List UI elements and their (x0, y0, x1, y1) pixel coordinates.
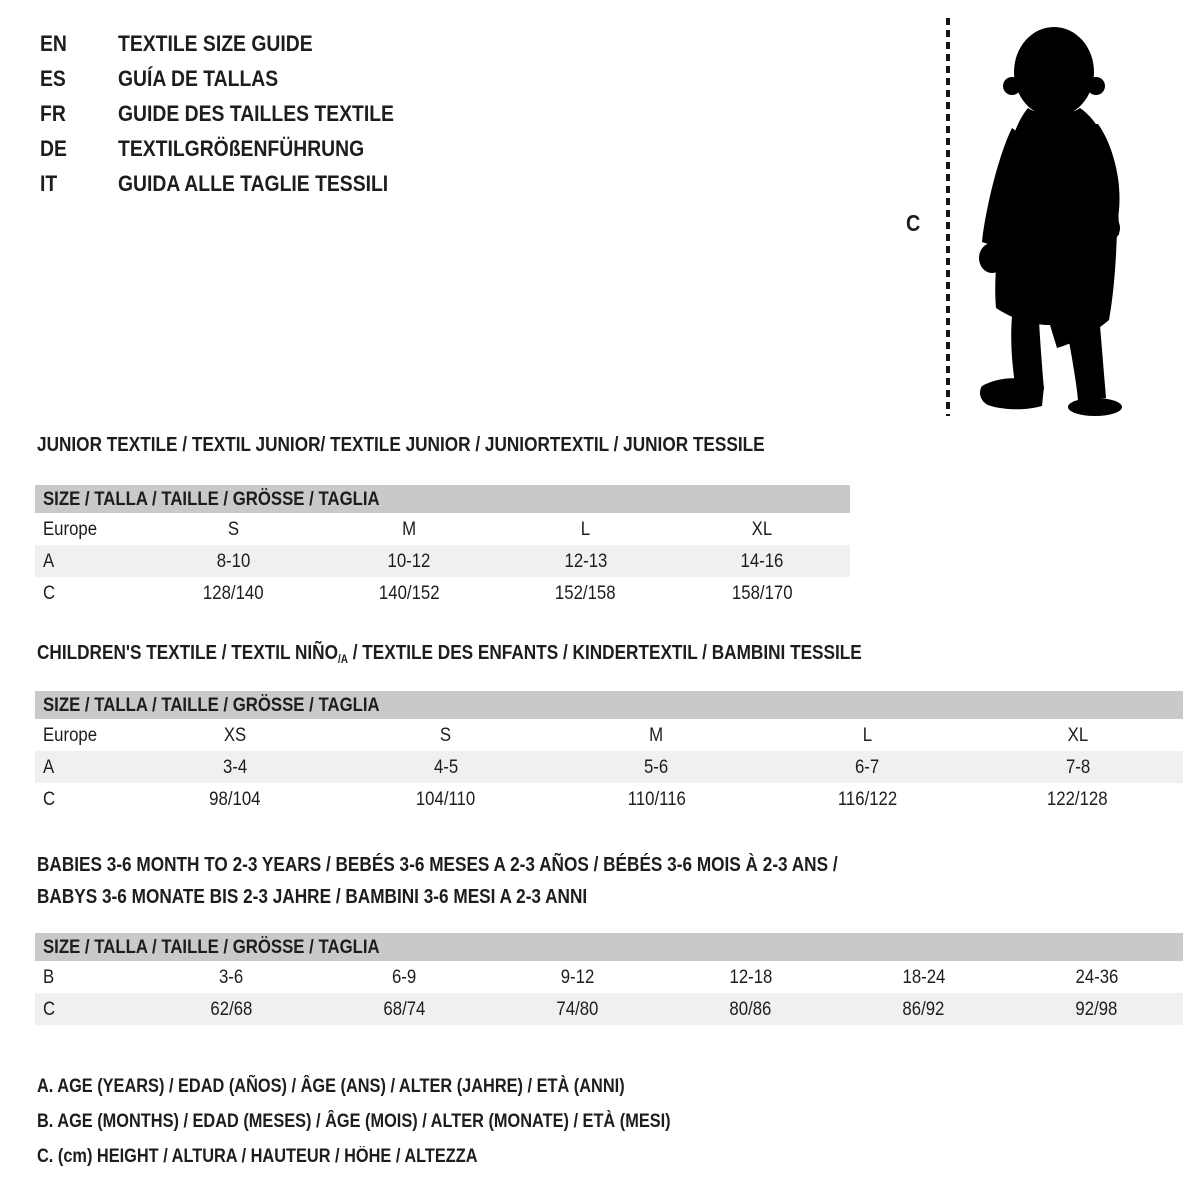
language-row-de (40, 131, 439, 166)
age-cell: 5-6 (644, 756, 669, 778)
table-row (35, 783, 1183, 815)
size-cell: XL (1067, 724, 1088, 746)
size-header-bar: SIZE / TALLA / TAILLE / GRÖSSE / TAGLIA (35, 933, 1183, 961)
age-cell: 7-8 (1065, 756, 1090, 778)
size-cell: L (580, 518, 591, 540)
language-title: TEXTILGRÖßENFÜHRUNG (118, 135, 365, 161)
measurement-legend (37, 1069, 774, 1174)
age-cell: 12-13 (564, 550, 608, 572)
height-cell: 80/86 (729, 998, 772, 1020)
age-cell: 10-12 (387, 550, 431, 572)
legend-line-c: C. (cm) HEIGHT / ALTURA / HAUTEUR / HÖHE / ALTEZZA (37, 1146, 478, 1167)
height-cell: 110/116 (627, 788, 686, 810)
children-size-table (35, 691, 1183, 815)
size-header-bar: SIZE / TALLA / TAILLE / GRÖSSE / TAGLIA (35, 691, 1183, 719)
legend-line-b: B. AGE (MONTHS) / EDAD (MESES) / ÂGE (MOIS) / ALTER (MONATE) / ETÀ (MESI) (37, 1111, 671, 1132)
babies-section-title: BABIES 3-6 MONTH TO 2-3 YEARS / BEBÉS 3-6 MESES A 2-3 AÑOS / BÉBÉS 3-6 MOIS À 2-3 ANS / BABYS 3-6 MONATE BIS 2-3 JAHRE / BAMBINI 3-6 MESI A 2-3 ANNI (37, 854, 838, 908)
height-cell: 104/110 (416, 788, 476, 810)
row-label: Europe (43, 724, 98, 746)
height-cell: 62/68 (210, 998, 253, 1020)
table-row (35, 577, 850, 609)
row-label: A (43, 550, 55, 572)
age-cell: 4-5 (433, 756, 459, 778)
language-code: EN (40, 30, 67, 56)
height-cell: 158/170 (731, 582, 793, 604)
row-label: Europe (43, 518, 98, 540)
age-cell: 12-18 (729, 966, 772, 988)
height-cell: 68/74 (383, 998, 426, 1020)
language-code: ES (40, 65, 66, 91)
language-title: GUÍA DE TALLAS (118, 65, 279, 91)
height-cell: 128/140 (202, 582, 264, 604)
language-title-list (40, 26, 439, 201)
babies-size-table (35, 933, 1183, 1025)
age-cell: 18-24 (902, 966, 945, 988)
language-row-fr (40, 96, 439, 131)
size-cell: S (440, 724, 452, 746)
size-header-bar: SIZE / TALLA / TAILLE / GRÖSSE / TAGLIA (35, 485, 850, 513)
height-cell: 92/98 (1075, 998, 1118, 1020)
age-cell: 6-7 (854, 756, 880, 778)
height-cell: 98/104 (209, 788, 261, 810)
table-row (35, 961, 1183, 993)
legend-line-a: A. AGE (YEARS) / EDAD (AÑOS) / ÂGE (ANS) / ALTER (JAHRE) / ETÀ (ANNI) (37, 1076, 625, 1097)
row-label: A (43, 756, 55, 778)
language-title: GUIDE DES TAILLES TEXTILE (118, 100, 394, 126)
height-measure-label: C (906, 210, 921, 236)
language-title: GUIDA ALLE TAGLIE TESSILI (118, 170, 389, 196)
age-cell: 3-6 (219, 966, 244, 988)
toddler-silhouette-image (968, 20, 1134, 416)
height-cell: 122/128 (1047, 788, 1108, 810)
row-label: C (43, 788, 56, 810)
row-label: C (43, 582, 56, 604)
language-row-it (40, 166, 439, 201)
size-cell: L (862, 724, 872, 746)
size-cell: M (649, 724, 664, 746)
row-label: C (43, 998, 56, 1020)
age-cell: 6-9 (392, 966, 417, 988)
height-cell: 116/122 (837, 788, 897, 810)
height-cell: 86/92 (902, 998, 945, 1020)
nino-a-subscript: /A (337, 652, 348, 666)
size-cell: M (402, 518, 417, 540)
age-cell: 8-10 (216, 550, 250, 572)
language-row-en (40, 26, 439, 61)
size-cell: XS (224, 724, 247, 746)
language-row-es (40, 61, 439, 96)
height-cell: 152/158 (555, 582, 616, 604)
table-row (35, 545, 850, 577)
table-row (35, 751, 1183, 783)
size-cell: XL (751, 518, 773, 540)
table-row (35, 513, 850, 545)
children-section-title: CHILDREN'S TEXTILE / TEXTIL NIÑO/A / TEXTILE DES ENFANTS / KINDERTEXTIL / BAMBINI TESSILE (37, 642, 862, 666)
height-cell: 140/152 (379, 582, 440, 604)
junior-section-title: JUNIOR TEXTILE / TEXTIL JUNIOR/ TEXTILE JUNIOR / JUNIORTEXTIL / JUNIOR TESSILE (37, 434, 765, 456)
table-row (35, 719, 1183, 751)
height-dashed-line (946, 18, 950, 416)
age-cell: 9-12 (560, 966, 595, 988)
junior-size-table (35, 485, 850, 609)
age-cell: 24-36 (1075, 966, 1118, 988)
table-row (35, 993, 1183, 1025)
language-code: FR (40, 100, 66, 126)
size-cell: S (227, 518, 239, 540)
height-cell: 74/80 (556, 998, 599, 1020)
row-label: B (43, 966, 55, 988)
language-code: DE (40, 135, 67, 161)
age-cell: 3-4 (223, 756, 248, 778)
age-cell: 14-16 (740, 550, 784, 572)
language-title: TEXTILE SIZE GUIDE (118, 30, 313, 56)
language-code: IT (40, 170, 58, 196)
